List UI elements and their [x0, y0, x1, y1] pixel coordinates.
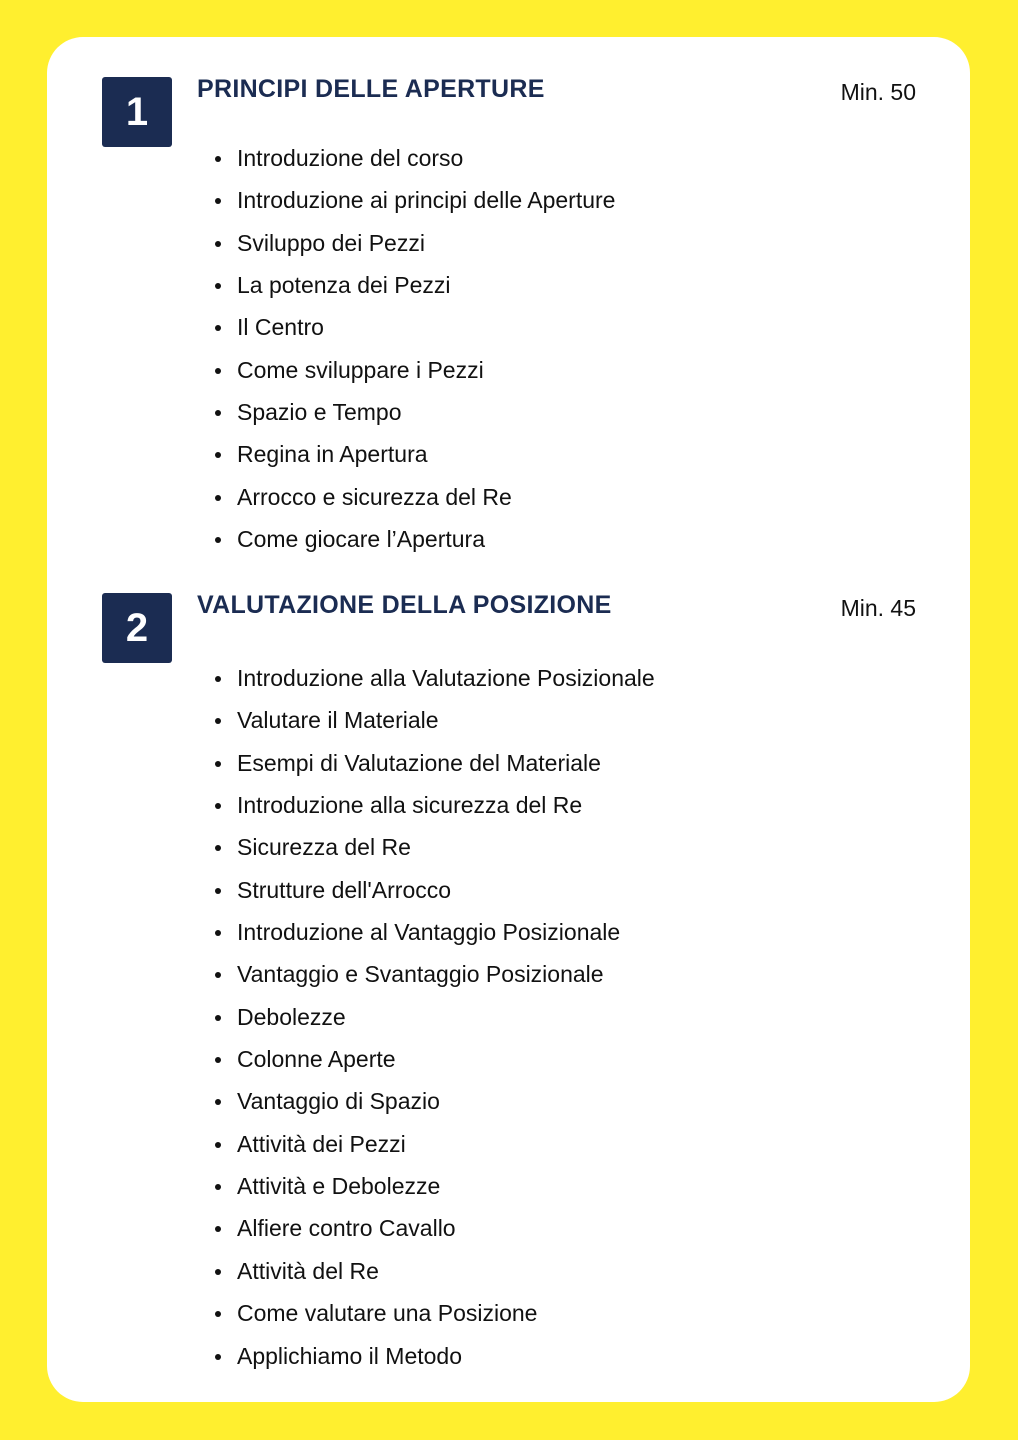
- lesson-item: Attività e Debolezze: [215, 1165, 655, 1207]
- lesson-item: Spazio e Tempo: [215, 391, 615, 433]
- lesson-item: Come valutare una Posizione: [215, 1292, 655, 1334]
- course-card: [47, 37, 970, 1402]
- lesson-item: Applichiamo il Metodo: [215, 1335, 655, 1377]
- lesson-item: Attività del Re: [215, 1250, 655, 1292]
- lesson-item: Alfiere contro Cavallo: [215, 1207, 655, 1249]
- section-number-badge: 2: [102, 593, 172, 663]
- lesson-item: Introduzione alla sicurezza del Re: [215, 784, 655, 826]
- lesson-item: Vantaggio di Spazio: [215, 1080, 655, 1122]
- lesson-item: Sviluppo dei Pezzi: [215, 222, 615, 264]
- lesson-item: Il Centro: [215, 306, 615, 348]
- lesson-item: Come giocare l’Apertura: [215, 518, 615, 560]
- lesson-list: [215, 657, 655, 1377]
- lesson-item: Come sviluppare i Pezzi: [215, 349, 615, 391]
- section-title: VALUTAZIONE DELLA POSIZIONE: [197, 591, 612, 619]
- lesson-item: Sicurezza del Re: [215, 826, 655, 868]
- section-title: PRINCIPI DELLE APERTURE: [197, 75, 545, 103]
- lesson-item: Introduzione del corso: [215, 137, 615, 179]
- lesson-item: Introduzione ai principi delle Aperture: [215, 179, 615, 221]
- lesson-item: Introduzione al Vantaggio Posizionale: [215, 911, 655, 953]
- lesson-item: Introduzione alla Valutazione Posizionale: [215, 657, 655, 699]
- section-duration: Min. 45: [840, 595, 916, 621]
- lesson-item: Esempi di Valutazione del Materiale: [215, 742, 655, 784]
- lesson-item: Attività dei Pezzi: [215, 1123, 655, 1165]
- section-duration: Min. 50: [840, 79, 916, 105]
- lesson-item: Regina in Apertura: [215, 433, 615, 475]
- section-number-badge: 1: [102, 77, 172, 147]
- lesson-list: [215, 137, 615, 560]
- lesson-item: La potenza dei Pezzi: [215, 264, 615, 306]
- lesson-item: Strutture dell'Arrocco: [215, 869, 655, 911]
- lesson-item: Valutare il Materiale: [215, 699, 655, 741]
- lesson-item: Arrocco e sicurezza del Re: [215, 476, 615, 518]
- lesson-item: Vantaggio e Svantaggio Posizionale: [215, 953, 655, 995]
- lesson-item: Colonne Aperte: [215, 1038, 655, 1080]
- lesson-item: Debolezze: [215, 996, 655, 1038]
